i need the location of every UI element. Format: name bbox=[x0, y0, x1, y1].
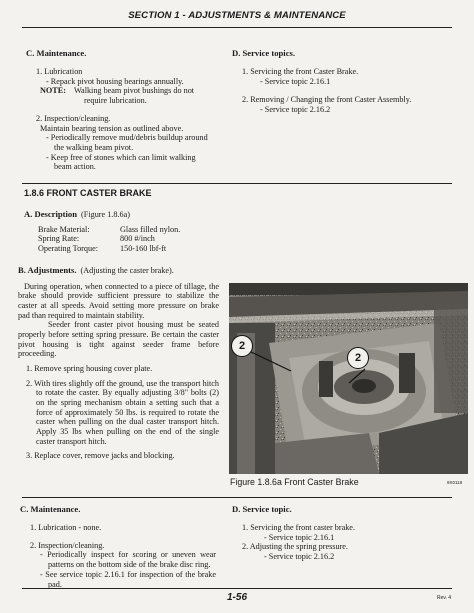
spec-value: 800 #/inch bbox=[120, 234, 155, 244]
service-topic-1-sub: - Service topic 2.16.1 bbox=[264, 532, 335, 542]
figure-caption: Figure 1.8.6a Front Caster Brake bbox=[230, 477, 359, 487]
footer-rule bbox=[22, 588, 452, 589]
inspection-dash2: - See service topic 2.16.1 for inspection of the brake pad. bbox=[40, 569, 216, 589]
note-line2: require lubrication. bbox=[84, 96, 147, 106]
top-left-column bbox=[26, 48, 216, 172]
adjustments-note: (Adjusting the caster brake). bbox=[80, 266, 174, 275]
maintenance-heading: C. Maintenance. bbox=[20, 504, 81, 514]
inspection-item: 2. Inspection/cleaning. bbox=[30, 540, 105, 550]
service-topic-1: 1. Servicing the front caster brake. bbox=[242, 523, 355, 533]
description-block bbox=[24, 209, 224, 254]
service-topic-2: 2. Removing / Changing the front Caster Assembly. bbox=[242, 95, 412, 105]
inspection-dash1-l2: the walking beam pivot. bbox=[54, 142, 134, 152]
service-topic-2: 2. Adjusting the spring pressure. bbox=[242, 542, 348, 552]
spec-row bbox=[38, 244, 224, 254]
spec-value: 150-160 lbf-ft bbox=[120, 244, 167, 254]
spec-label: Brake Material: bbox=[38, 224, 90, 234]
inspection-dash2-l1: - Keep free of stones which can limit walking bbox=[46, 152, 196, 162]
inspection-item: 2. Inspection/cleaning. bbox=[36, 113, 111, 123]
adjustment-step-3: 3. Replace cover, remove jacks and blocking. bbox=[26, 451, 175, 461]
front-caster-brake-photo bbox=[229, 283, 468, 474]
callout-number: 2 bbox=[354, 352, 362, 364]
adjustments-heading: B. Adjustments. bbox=[18, 265, 77, 275]
bottom-section-rule bbox=[22, 497, 452, 498]
adjustment-step-1: 1. Remove spring housing cover plate. bbox=[26, 364, 153, 374]
note-line1: Walking beam pivot bushings do not bbox=[73, 86, 195, 96]
inspection-dash2-l2: beam action. bbox=[54, 162, 96, 172]
description-ref: (Figure 1.8.6a) bbox=[81, 210, 130, 219]
inspection-text: Maintain bearing tension as outlined above. bbox=[40, 123, 184, 133]
spec-row bbox=[38, 225, 224, 235]
spec-row bbox=[38, 234, 224, 244]
revision-label: Rev. 4 bbox=[437, 595, 452, 601]
section-title: 1.8.6 FRONT CASTER BRAKE bbox=[24, 188, 152, 198]
figure-id: 9X0118 bbox=[447, 480, 463, 485]
bottom-left-column bbox=[20, 504, 216, 589]
lubrication-item: 1. Lubrication bbox=[36, 67, 83, 77]
adjustments-block bbox=[18, 265, 219, 461]
adjustments-para2: Seeder front caster pivot housing must be seated properly before setting spring pressure. Be certain the caster pivot housing is tight against seeder frame before proceeding. bbox=[18, 320, 219, 359]
service-topic-2-sub: - Service topic 2.16.2 bbox=[260, 105, 331, 115]
header-rule bbox=[22, 27, 452, 28]
lubrication-none: 1. Lubrication - none. bbox=[30, 523, 102, 533]
section-rule bbox=[22, 183, 452, 184]
description-heading: A. Description bbox=[24, 209, 77, 219]
callout-number: 2 bbox=[238, 340, 246, 352]
spec-label: Operating Torque: bbox=[38, 244, 98, 254]
top-right-column bbox=[232, 48, 457, 115]
service-topic-heading: D. Service topic. bbox=[232, 504, 292, 514]
spec-label: Spring Rate: bbox=[38, 234, 80, 244]
spec-table bbox=[24, 225, 224, 254]
adjustment-step-2: 2. With tires slightly off the ground, use the transport hitch to rotate the caster. By equally adjusting 3/8" bolts (2) on the spring mechanism obtain a setting such that a force of approximately 50 lbs. is required to rotate the caster when pulling on the dual caster transport hitch. Apply 35 lbs when pulling on the end of the single caster transport hitch. bbox=[26, 378, 219, 446]
service-topic-2-sub: - Service topic 2.16.2 bbox=[264, 552, 335, 562]
adjustments-para1: During operation, when connected to a piece of tillage, the brake should provide sufficient pressure to stabilize the caster at all speeds. Avoid setting more pressure on brake pad than required to maintain stability. bbox=[18, 281, 219, 320]
maintenance-heading: C. Maintenance. bbox=[26, 48, 87, 58]
bottom-right-column bbox=[232, 504, 457, 562]
inspection-dash1: - Periodically inspect for scoring or uneven wear patterns on the bottom side of the brake disc ring. bbox=[40, 550, 216, 570]
lubrication-dash: - Repack pivot housing bearings annually. bbox=[46, 76, 184, 86]
callout-bubble bbox=[347, 347, 369, 369]
callout-bubble bbox=[231, 335, 253, 357]
inspection-dash1-l1: - Periodically remove mud/debris buildup around bbox=[46, 133, 208, 143]
service-topic-1-sub: - Service topic 2.16.1 bbox=[260, 76, 331, 86]
photo-illustration bbox=[229, 283, 468, 474]
spec-value: Glass filled nylon. bbox=[120, 224, 181, 234]
page-header-title: SECTION 1 - ADJUSTMENTS & MAINTENANCE bbox=[128, 10, 346, 21]
note-label: NOTE: bbox=[40, 86, 66, 96]
service-topic-1: 1. Servicing the front Caster Brake. bbox=[242, 67, 359, 77]
page-number: 1-56 bbox=[226, 592, 247, 603]
service-topics-heading: D. Service topics. bbox=[232, 48, 296, 58]
